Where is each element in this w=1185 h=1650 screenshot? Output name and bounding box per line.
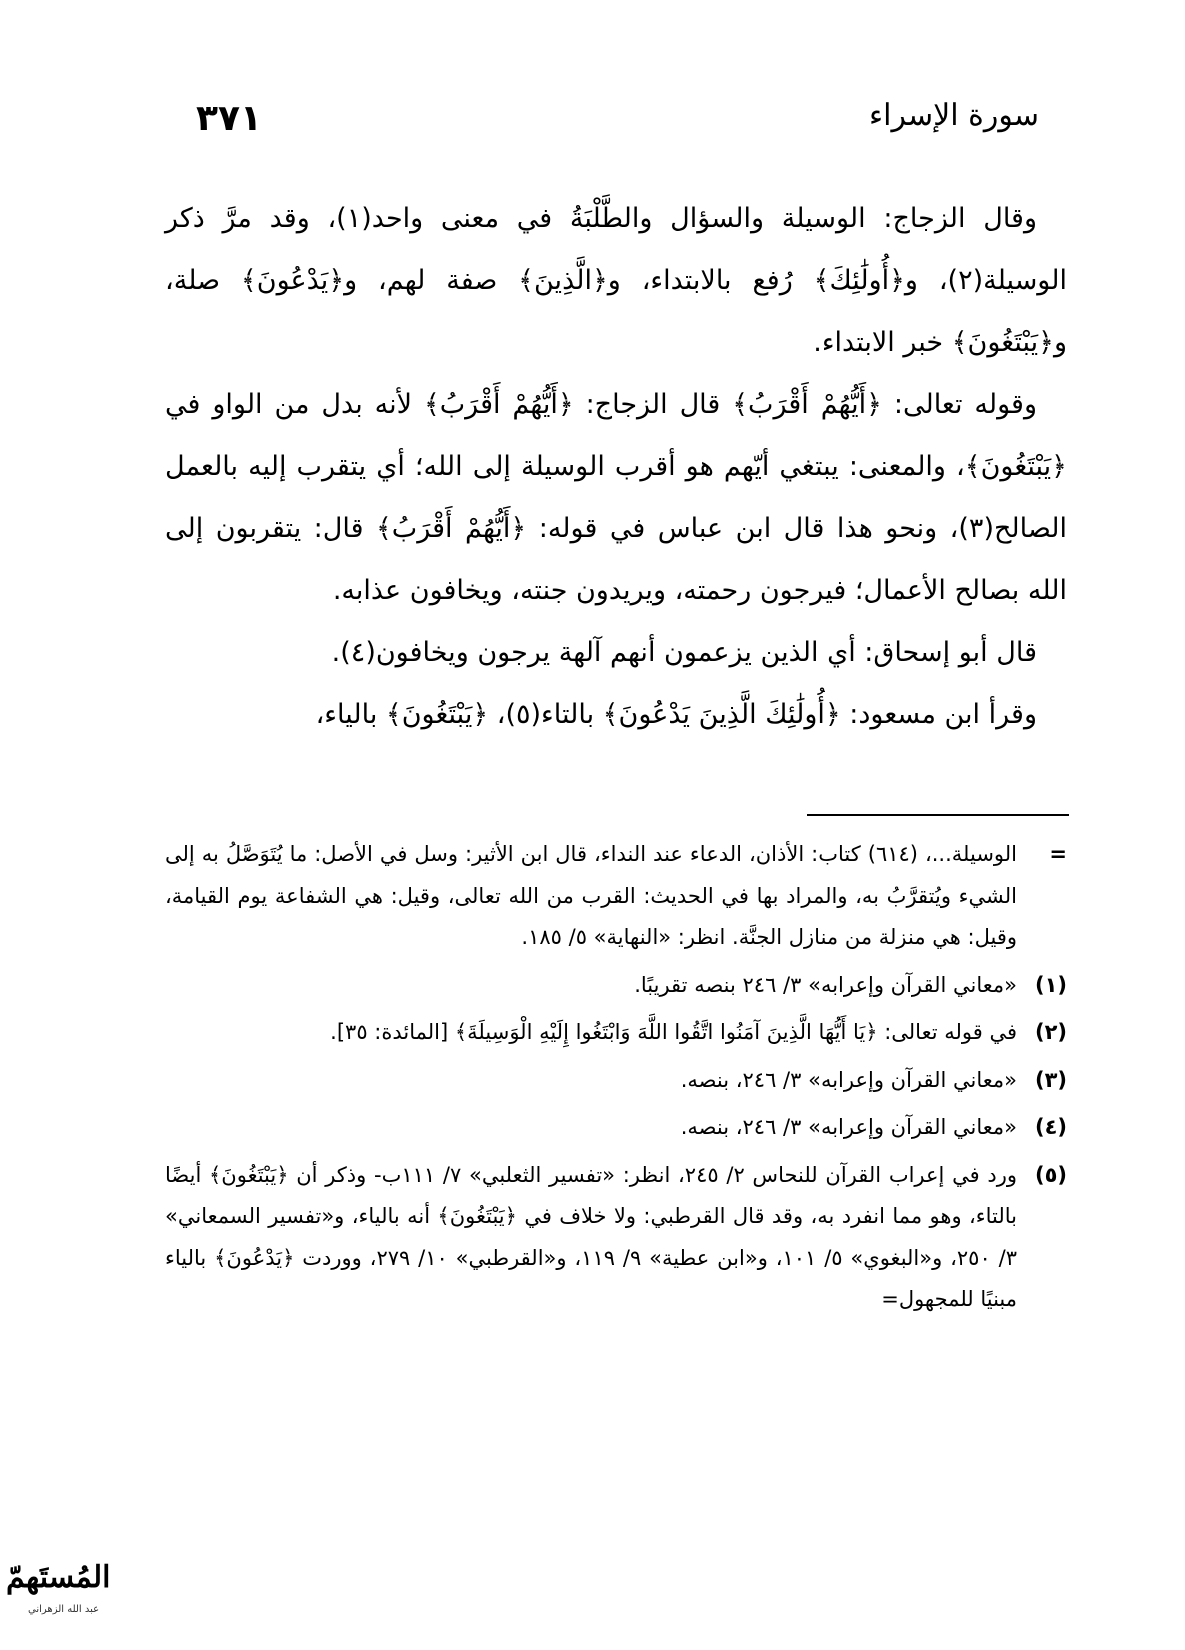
footnote-mark: (١) <box>1034 972 1067 997</box>
footnote-text: ورد في إعراب القرآن للنحاس ٢/ ٢٤٥، انظر: «تفسير الثعلبي» ٧/ ١١١ب- وذكر أن ﴿يَبْتَغُونَ﴾ أيضًا بالتاء، وهو مما انفرد به، وقد قال القرطبي: ولا خلاف في ﴿يَبْتَغُونَ﴾ أنه بالياء، و«تفسير السمعاني» ٣/ ٢٥٠، و«البغوي» ٥/ ١٠١، و«ابن عطية» ٩/ ١١٩، و«القرطبي» ١٠/ ٢٧٩، ووردت ﴿يَدْعُونَ﴾ بالياء مبنيًا للمجهول= <box>165 1162 1017 1311</box>
paragraph-1: وقال الزجاج: الوسيلة والسؤال والطَّلْبَةُ في معنى واحد(١)، وقد مرَّ ذكر الوسيلة(٢)، و﴿أُولَٰئِكَ﴾ رُفع بالابتداء، و﴿الَّذِينَ﴾ صفة لهم، و﴿يَدْعُونَ﴾ صلة، و﴿يَبْتَغُونَ﴾ خبر الابتداء. <box>165 203 1067 358</box>
footnote-mark: = <box>1049 842 1067 866</box>
page-number: ٣٧١ <box>196 98 262 139</box>
sura-title: سورة الإسراء <box>869 98 1039 133</box>
footnote-text: «معاني القرآن وإعرابه» ٣/ ٢٤٦، بنصه. <box>680 1067 1017 1092</box>
footnote-text: «معاني القرآن وإعرابه» ٣/ ٢٤٦، بنصه. <box>680 1115 1017 1139</box>
footnote-text: «معاني القرآن وإعرابه» ٣/ ٢٤٦ بنصه تقريبًا. <box>634 972 1017 997</box>
footnote-text: الوسيلة...، (٦١٤) كتاب: الأذان، الدعاء عند النداء، قال ابن الأثير: وسل في الأصل: ما يُتَوَصَّلُ به إلى الشيء ويُتقرَّبُ به، والمراد بها في الحديث: القرب من الله تعالى، وقيل: هي الشفاعة يوم القيامة، وقيل: هي منزلة من منازل الجنَّة. انظر: «النهاية» ٥/ ١٨٥. <box>165 842 1017 949</box>
publisher-logo <box>6 1560 111 1630</box>
footnote-mark: (٥) <box>1034 1162 1067 1187</box>
footnote-1 <box>165 965 1067 1007</box>
footnote-continuation <box>165 834 1067 959</box>
paragraph-2: وقوله تعالى: ﴿أَيُّهُمْ أَقْرَبُ﴾ قال الزجاج: ﴿أَيُّهُمْ أَقْرَبُ﴾ لأنه بدل من الواو في ﴿يَبْتَغُونَ﴾، والمعنى: يبتغي أيّهم هو أقرب الوسيلة إلى الله؛ أي يتقرب إليه بالعمل الصالح(٣)، ونحو هذا قال ابن عباس في قوله: ﴿أَيُّهُمْ أَقْرَبُ﴾ قال: يتقربون إلى الله بصالح الأعمال؛ فيرجون رحمته، ويريدون جنته، ويخافون عذابه. <box>165 389 1067 606</box>
footnote-mark: (٢) <box>1034 1020 1067 1044</box>
footnote-3 <box>165 1060 1067 1102</box>
footnote-text: في قوله تعالى: ﴿يَا أَيُّهَا الَّذِينَ آمَنُوا اتَّقُوا اللَّهَ وَابْتَغُوا إِلَيْهِ الْوَسِيلَةَ﴾ [المائدة: ٣٥]. <box>330 1020 1017 1044</box>
logo-subtext: عبد الله الزهراني <box>28 1604 100 1615</box>
footnote-mark: (٣) <box>1034 1067 1067 1092</box>
footnotes <box>165 834 1067 1327</box>
logo-text: المُستَهمّ <box>6 1560 111 1595</box>
footnote-2 <box>165 1012 1067 1054</box>
footnote-separator <box>807 814 1069 816</box>
paragraph-4: وقرأ ابن مسعود: ﴿أُولَٰئِكَ الَّذِينَ يَدْعُونَ﴾ بالتاء(٥)، ﴿يَبْتَغُونَ﴾ بالياء، <box>315 699 1037 730</box>
paragraph-3: قال أبو إسحاق: أي الذين يزعمون أنهم آلهة يرجون ويخافون(٤). <box>331 637 1037 668</box>
page-header <box>196 98 1039 158</box>
main-text <box>165 188 1067 746</box>
footnote-5 <box>165 1155 1067 1321</box>
footnote-4 <box>165 1107 1067 1149</box>
footnote-mark: (٤) <box>1034 1115 1067 1139</box>
